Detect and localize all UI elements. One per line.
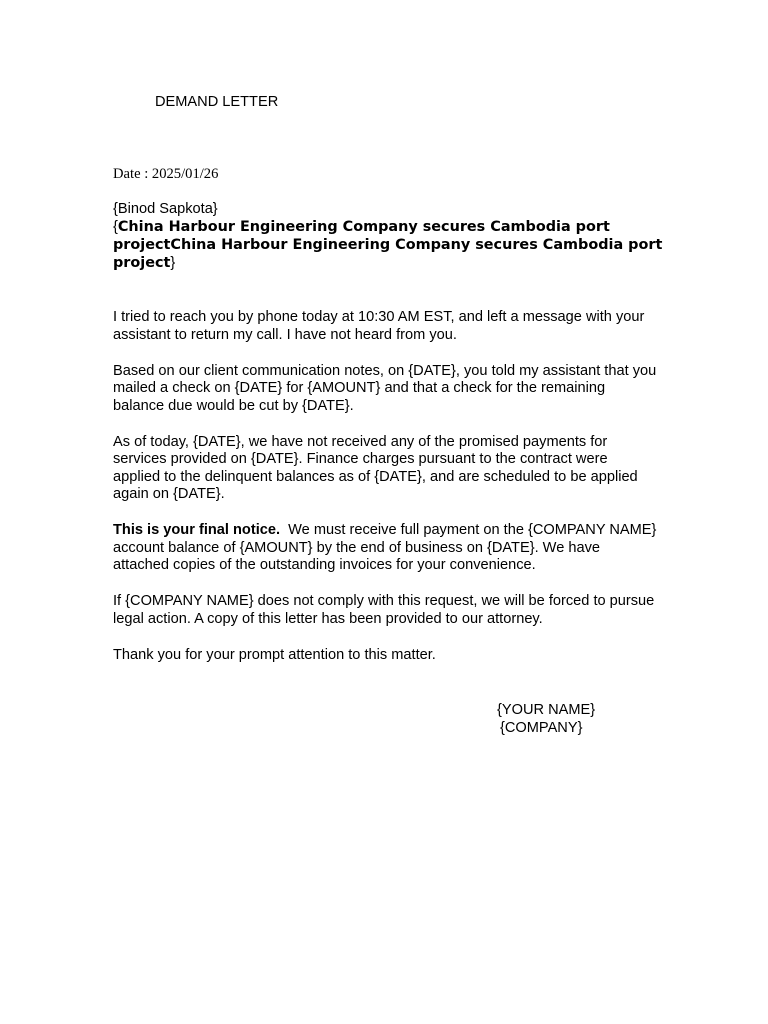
recipient-company-close-brace: }: [170, 255, 176, 271]
paragraph-legal-action: If {COMPANY NAME} does not comply with this request, we will be forced to pursue legal action. A copy of this letter has been provided to our attorney.: [113, 593, 655, 627]
recipient-block: [113, 200, 663, 272]
final-notice-emphasis: This is your final notice.: [113, 522, 281, 538]
paragraph-payments-status: As of today, {DATE}, we have not received any of the promised payments for services provided on {DATE}. Finance charges pursuant to the contract were applied to the delinquent balances as of {DATE}, and are scheduled to be applied again on {DATE}.: [113, 433, 638, 502]
date-value: 2025/01/26: [151, 166, 219, 182]
recipient-company: China Harbour Engineering Company secures Cambodia port projectChina Harbour Engineering Company secures Cambodia port project: [113, 219, 663, 271]
letter-body: [113, 309, 661, 683]
recipient-company-open-brace: {: [113, 219, 118, 235]
paragraph-communication-notes: Based on our client communication notes, on {DATE}, you told my assistant that you mailed a check on {DATE} for {AMOUNT} and that a check for the remaining balance due would be cut by {DATE}.: [113, 362, 657, 414]
recipient-name: {Binod Sapkota}: [113, 201, 218, 217]
paragraph-phone-attempt: I tried to reach you by phone today at 10:30 AM EST, and left a message with your assistant to return my call. I have not heard from you.: [113, 309, 645, 343]
signature-name: {YOUR NAME}: [497, 702, 596, 718]
paragraph-closing-thanks: Thank you for your prompt attention to this matter.: [113, 646, 436, 663]
final-notice-details: We must receive full payment on the {COMPANY NAME} account balance of {AMOUNT} by the end of business on {DATE}. We have attached copies of the outstanding invoices for your convenience.: [113, 522, 661, 573]
signature-company: {COMPANY}: [500, 720, 583, 736]
date-line: [113, 165, 218, 183]
paragraph-final-notice: [113, 522, 661, 575]
letter-title: DEMAND LETTER: [155, 94, 279, 110]
recipient-company-line: [113, 218, 663, 272]
date-label: Date :: [113, 166, 152, 182]
signature-block: [497, 701, 595, 737]
